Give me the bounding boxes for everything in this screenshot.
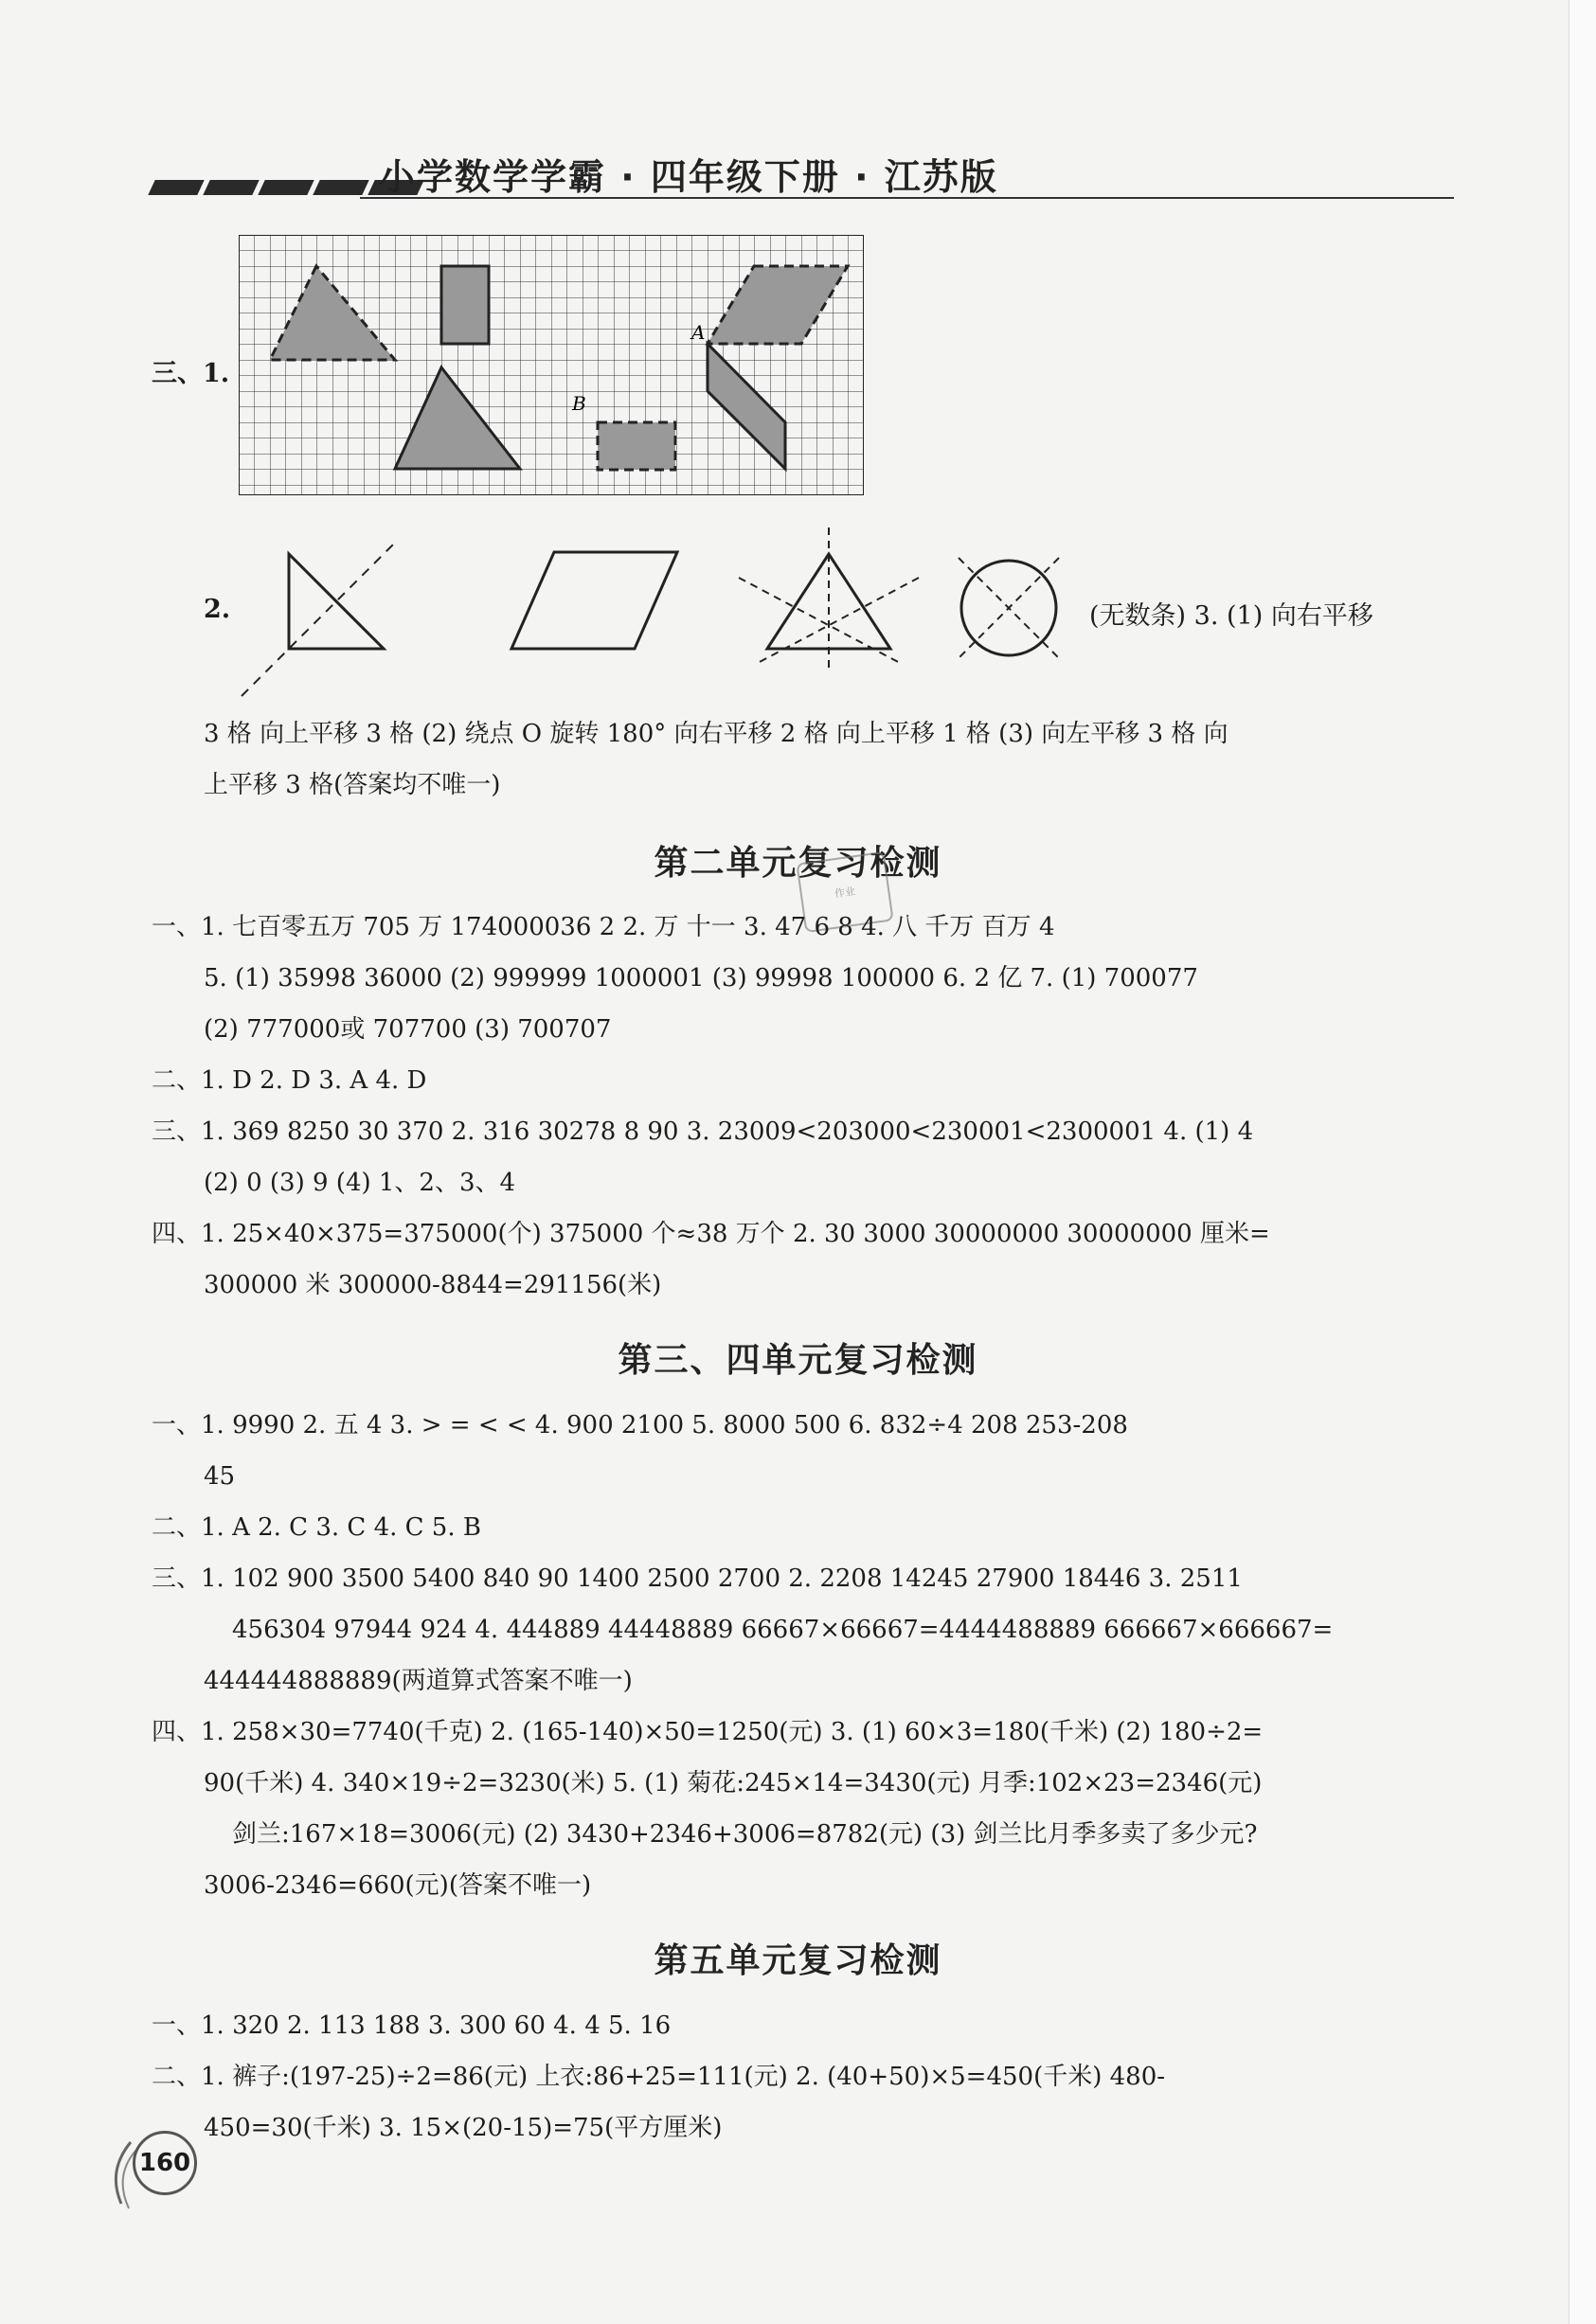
header-rule — [360, 197, 1454, 199]
answer-line: 二、1. 裤子:(197-25)÷2=86(元) 上衣:86+25=111(元) 2. (40+50)×5=450(千米) 480- — [152, 2063, 1166, 2091]
answer-line: 90(千米) 4. 340×19÷2=3230(米) 5. (1) 菊花:245×14=3430(元) 月季:102×23=2346(元) — [204, 1769, 1263, 1797]
answer-line: 450=30(千米) 3. 15×(20-15)=75(平方厘米) — [204, 2114, 723, 2142]
answer-line: 一、1. 七百零五万 705 万 174000036 2 2. 万 十一 3. 47 6 8 4. 八 千万 百万 4 — [152, 913, 1055, 941]
answer-line: 300000 米 300000-8844=291156(米) — [204, 1271, 662, 1299]
answer-trailing-text: (无数条) 3. (1) 向右平移 — [1089, 601, 1373, 631]
dashed-rectangle — [598, 422, 675, 470]
answer-line: 三、1. 369 8250 30 370 2. 316 30278 8 90 3. 23009<203000<230001<2300001 4. (1) 4 — [152, 1117, 1254, 1146]
grid-figure — [239, 235, 864, 499]
answer-line: 二、1. A 2. C 3. C 4. C 5. B — [152, 1513, 481, 1542]
answer-line: 45 — [204, 1462, 236, 1491]
point-label-a: A — [691, 321, 706, 344]
answer-line: 四、1. 25×40×375=375000(个) 375000 个≈38 万个 2. 30 3000 30000000 30000000 厘米= — [152, 1220, 1270, 1248]
answer-line: 3 格 向上平移 3 格 (2) 绕点 O 旋转 180° 向右平移 2 格 向上平移 1 格 (3) 向左平移 3 格 向 — [204, 720, 1228, 748]
answer-line: 一、1. 320 2. 113 188 3. 300 60 4. 4 5. 16 — [152, 2011, 672, 2040]
parallelogram — [511, 552, 677, 649]
answer-line: 上平移 3 格(答案均不唯一) — [204, 771, 501, 799]
page-header — [152, 142, 1454, 208]
symmetry-figures — [227, 526, 1080, 714]
watermark-stamp: 作业 — [796, 851, 893, 933]
answer-line: 5. (1) 35998 36000 (2) 999999 1000001 (3) 99998 100000 6. 2 亿 7. (1) 700077 — [204, 964, 1198, 992]
section-title-unit2: 第二单元复习检测 — [654, 844, 942, 883]
page-edge — [1569, 0, 1596, 2324]
solid-rectangle — [441, 266, 489, 344]
section-title-unit5: 第五单元复习检测 — [654, 1941, 942, 1980]
answer-line: 二、1. D 2. D 3. A 4. D — [152, 1066, 427, 1095]
point-label-b: B — [572, 392, 586, 415]
answer-line: 剑兰:167×18=3006(元) (2) 3430+2346+3006=8782(元) (3) 剑兰比月季多卖了多少元? — [232, 1820, 1258, 1849]
answer-line: 3006-2346=660(元)(答案不唯一) — [204, 1871, 592, 1900]
answer-line: 四、1. 258×30=7740(千克) 2. (165-140)×50=1250(元) 3. (1) 60×3=180(千米) (2) 180÷2= — [152, 1718, 1264, 1746]
answer-line: 三、1. 102 900 3500 5400 840 90 1400 2500 2700 2. 2208 14245 27900 18446 3. 2511 — [152, 1564, 1243, 1593]
answer-line: 一、1. 9990 2. 五 4 3. > = < < 4. 900 2100 5. 8000 500 6. 832÷4 208 253-208 — [152, 1411, 1128, 1439]
answer-line: (2) 0 (3) 9 (4) 1、2、3、4 — [204, 1169, 516, 1197]
answer-line: (2) 777000或 707700 (3) 700707 — [204, 1015, 612, 1044]
question-label-3-1: 三、1. — [152, 359, 230, 388]
page-number: 160 — [133, 2131, 197, 2195]
symmetry-axis-triangle — [242, 540, 398, 696]
symmetry-figures-svg — [227, 526, 1080, 710]
question-label-2: 2. — [204, 595, 231, 624]
answer-line: 444444888889(两道算式答案不唯一) — [204, 1667, 633, 1695]
answer-line: 456304 97944 924 4. 444889 44448889 66667×66667=4444488889 666667×666667= — [232, 1616, 1334, 1644]
book-title: 小学数学学霸 · 四年级下册 · 江苏版 — [379, 156, 998, 198]
section-title-unit34: 第三、四单元复习检测 — [618, 1341, 978, 1380]
grid-figure-svg — [239, 235, 864, 495]
